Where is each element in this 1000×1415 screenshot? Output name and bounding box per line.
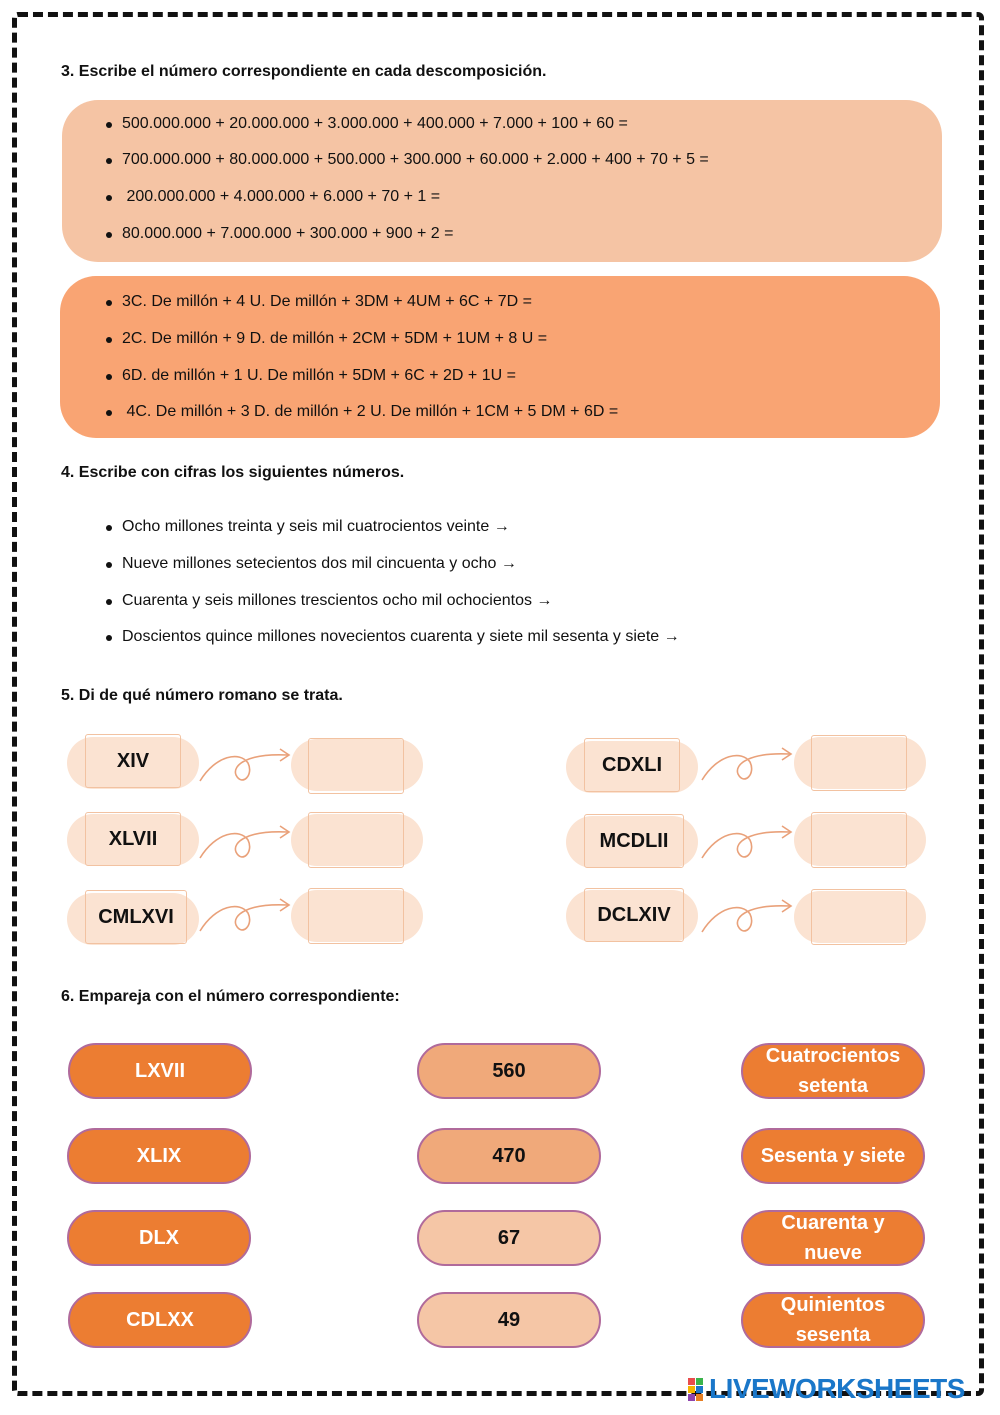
decomposition-item: 2C. De millón + 9 D. de millón + 2CM + 5DM + 1UM + 8 U = <box>106 330 547 348</box>
swirl-arrow-icon <box>698 896 794 940</box>
answer-box[interactable] <box>811 735 907 791</box>
swirl-arrow-icon <box>196 745 292 789</box>
roman-numeral: CMLXVI <box>85 890 187 944</box>
number-words-item: Ocho millones treinta y seis mil cuatrocientos veinte → <box>106 518 510 536</box>
answer-box[interactable] <box>811 889 907 945</box>
match-words[interactable]: Cuatrocientos setenta <box>741 1043 925 1099</box>
roman-numeral: DCLXIV <box>584 888 684 942</box>
match-number[interactable]: 470 <box>417 1128 601 1184</box>
liveworksheets-brand <box>688 1374 965 1404</box>
decomposition-item: 6D. de millón + 1 U. De millón + 5DM + 6C + 2D + 1U = <box>106 367 516 385</box>
section-4-heading: 4. Escribe con cifras los siguientes números. <box>61 464 405 481</box>
decomposition-item: 3C. De millón + 4 U. De millón + 3DM + 4UM + 6C + 7D = <box>106 293 532 311</box>
decomposition-item: 80.000.000 + 7.000.000 + 300.000 + 900 + 2 = <box>106 225 453 243</box>
match-roman[interactable]: DLX <box>67 1210 251 1266</box>
section-5-heading: 5. Di de qué número romano se trata. <box>61 687 343 704</box>
swirl-arrow-icon <box>698 822 794 866</box>
roman-numeral: XIV <box>85 734 181 788</box>
decomposition-item: 500.000.000 + 20.000.000 + 3.000.000 + 400.000 + 7.000 + 100 + 60 = <box>106 115 628 133</box>
match-words[interactable]: Quinientos sesenta <box>741 1292 925 1348</box>
swirl-arrow-icon <box>196 822 292 866</box>
match-roman[interactable]: LXVII <box>68 1043 252 1099</box>
number-words-item: Doscientos quince millones novecientos cuarenta y siete mil sesenta y siete → <box>106 628 680 646</box>
answer-box[interactable] <box>811 812 907 868</box>
answer-box[interactable] <box>308 738 404 794</box>
match-number[interactable]: 67 <box>417 1210 601 1266</box>
roman-numeral: MCDLII <box>584 814 684 868</box>
match-number[interactable]: 560 <box>417 1043 601 1099</box>
answer-box[interactable] <box>308 888 404 944</box>
match-words[interactable]: Sesenta y siete <box>741 1128 925 1184</box>
decomposition-item: 200.000.000 + 4.000.000 + 6.000 + 70 + 1 = <box>106 188 440 206</box>
match-words[interactable]: Cuarenta y nueve <box>741 1210 925 1266</box>
liveworksheets-logo-icon <box>688 1378 703 1401</box>
number-words-item: Cuarenta y seis millones trescientos ocho mil ochocientos → <box>106 592 552 610</box>
number-words-item: Nueve millones setecientos dos mil cincuenta y ocho → <box>106 555 517 573</box>
swirl-arrow-icon <box>196 895 292 939</box>
answer-box[interactable] <box>308 812 404 868</box>
section-6-heading: 6. Empareja con el número correspondiente: <box>61 988 400 1005</box>
section-3-heading: 3. Escribe el número correspondiente en cada descomposición. <box>61 63 547 80</box>
match-roman[interactable]: CDLXX <box>68 1292 252 1348</box>
brand-name: LIVEWORKSHEETS <box>709 1373 965 1404</box>
decomposition-item: 4C. De millón + 3 D. de millón + 2 U. De millón + 1CM + 5 DM + 6D = <box>106 403 618 421</box>
swirl-arrow-icon <box>698 744 794 788</box>
match-number[interactable]: 49 <box>417 1292 601 1348</box>
match-roman[interactable]: XLIX <box>67 1128 251 1184</box>
decomposition-item: 700.000.000 + 80.000.000 + 500.000 + 300.000 + 60.000 + 2.000 + 400 + 70 + 5 = <box>106 151 709 169</box>
roman-numeral: CDXLI <box>584 738 680 792</box>
roman-numeral: XLVII <box>85 812 181 866</box>
